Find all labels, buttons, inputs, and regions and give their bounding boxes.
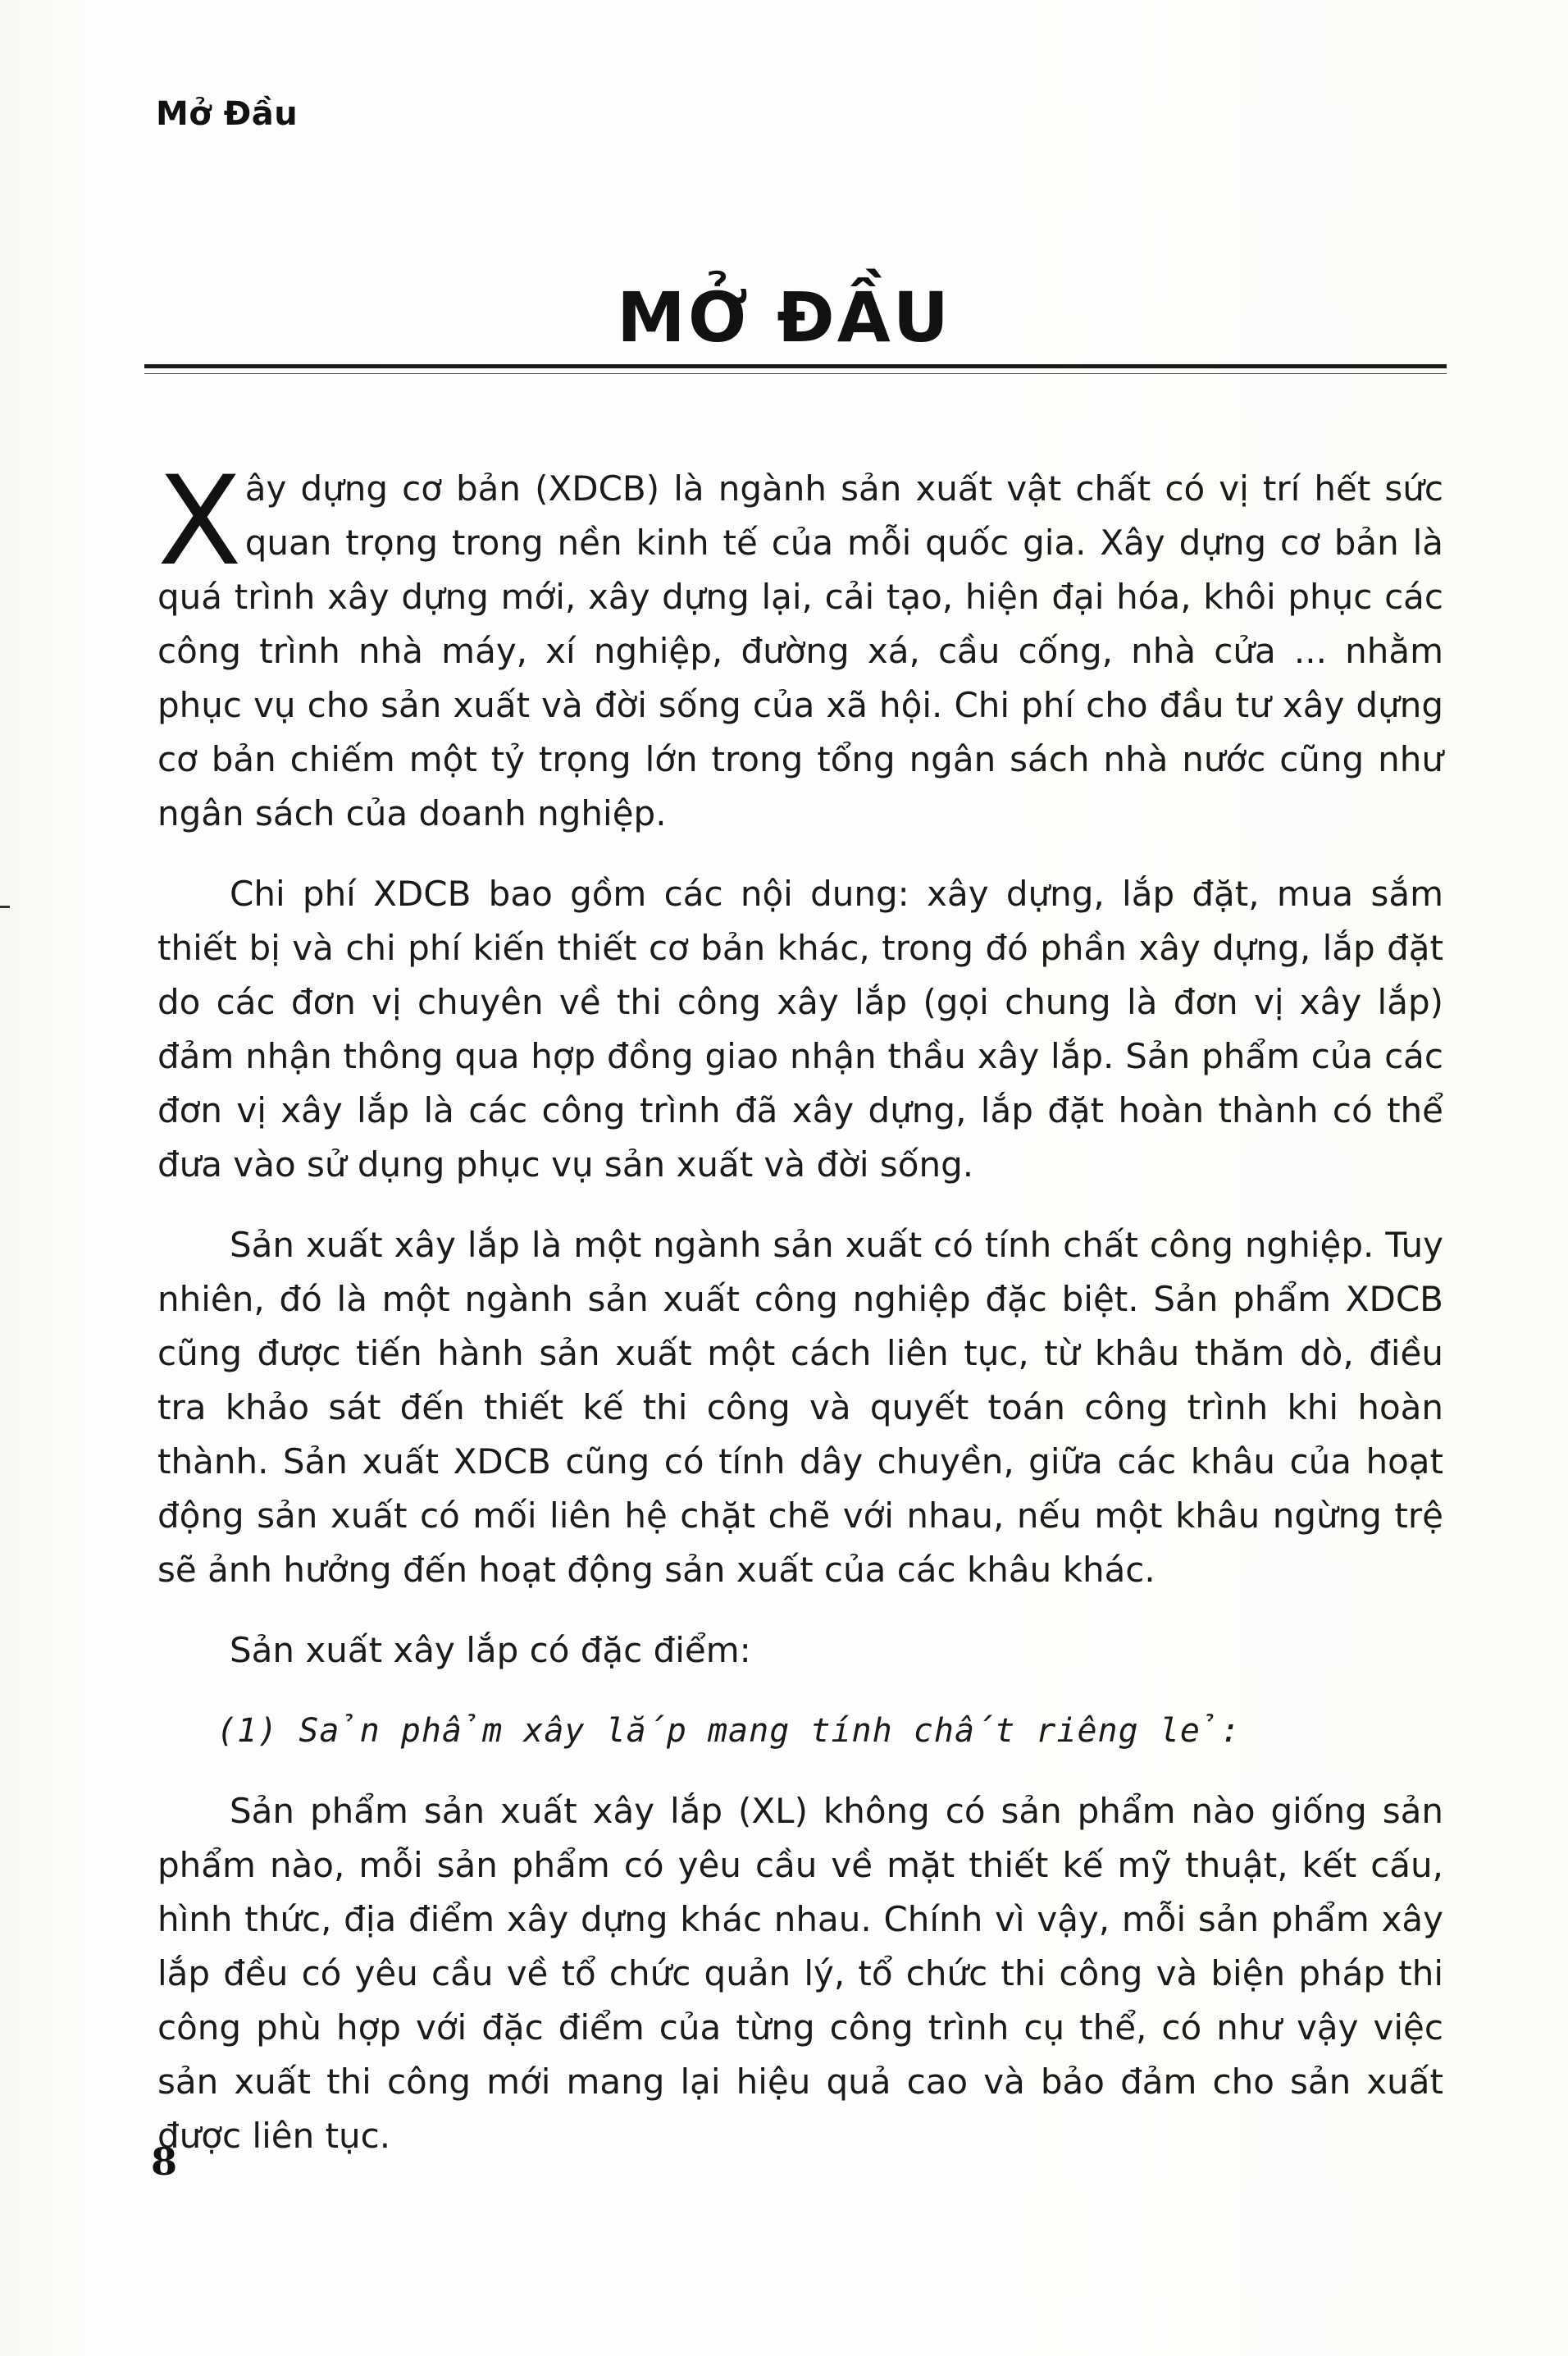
chapter-title: MỞ ĐẦU	[617, 277, 951, 358]
paragraph-4: Sản xuất xây lắp có đặc điểm:	[230, 1630, 751, 1670]
paragraph-1-text: ây dựng cơ bản (XDCB) là ngành sản xuất vật chất có vị trí hết sức quan trọng trong nền kinh tế của mỗi quốc gia. Xây dựng cơ bản là quá trình xây dựng mới, xây dựng lại, cải tạo, hiện đại hóa, khôi phục các công trình nhà máy, xí nghiệp, đường xá, cầu cống, nhà cửa ... nhằm phục vụ cho sản xuất và đời sống của xã hội. Chi phí cho đầu tư xây dựng cơ bản chiếm một tỷ trọng lớn trong tổng ngân sách nhà nước cũng như ngân sách của doanh nghiệp.	[157, 468, 1443, 833]
drop-cap: X	[157, 450, 242, 593]
title-rule	[144, 364, 1447, 368]
paragraph-3: Sản xuất xây lắp là một ngành sản xuất có tính chất công nghiệp. Tuy nhiên, đó là một ngành sản xuất công nghiệp đặc biệt. Sản phẩm XDCB cũng được tiến hành sản xuất một cách liên tục, từ khâu thăm dò, điều tra khảo sát đến thiết kế thi công và quyết toán công trình khi hoàn thành. Sản xuất XDCB cũng có tính dây chuyền, giữa các khâu của hoạt động sản xuất có mối liên hệ chặt chẽ với nhau, nếu một khâu ngừng trệ sẽ ảnh hưởng đến hoạt động sản xuất của các khâu khác.	[157, 1225, 1443, 1590]
scan-edge-mark	[0, 906, 10, 908]
paragraph-5: Sản phẩm sản xuất xây lắp (XL) không có sản phẩm nào giống sản phẩm nào, mỗi sản phẩm có yêu cầu về mặt thiết kế mỹ thuật, kết cấu, hình thức, địa điểm xây dựng khác nhau. Chính vì vậy, mỗi sản phẩm xây lắp đều có yêu cầu về tổ chức quản lý, tổ chức thi công và biện pháp thi công phù hợp với đặc điểm của từng công trình cụ thể, có như vậy việc sản xuất thi công mới mang lại hiệu quả cao và bảo đảm cho sản xuất được liên tục.	[157, 1791, 1443, 2156]
paragraph-1	[157, 450, 1443, 841]
running-header: Mở Đầu	[156, 95, 299, 133]
subheading-1: (1) Sản phẩm xây lắp mang tính chất riêng lẻ:	[217, 1712, 1242, 1750]
page-number: 8	[151, 2139, 178, 2184]
title-rule-thin	[144, 373, 1447, 374]
body-text	[157, 450, 1443, 2189]
paragraph-2: Chi phí XDCB bao gồm các nội dung: xây dựng, lắp đặt, mua sắm thiết bị và chi phí kiến thiết cơ bản khác, trong đó phần xây dựng, lắp đặt do các đơn vị chuyên về thi công xây lắp (gọi chung là đơn vị xây lắp) đảm nhận thông qua hợp đồng giao nhận thầu xây lắp. Sản phẩm của các đơn vị xây lắp là các công trình đã xây dựng, lắp đặt hoàn thành có thể đưa vào sử dụng phục vụ sản xuất và đời sống.	[157, 874, 1443, 1185]
